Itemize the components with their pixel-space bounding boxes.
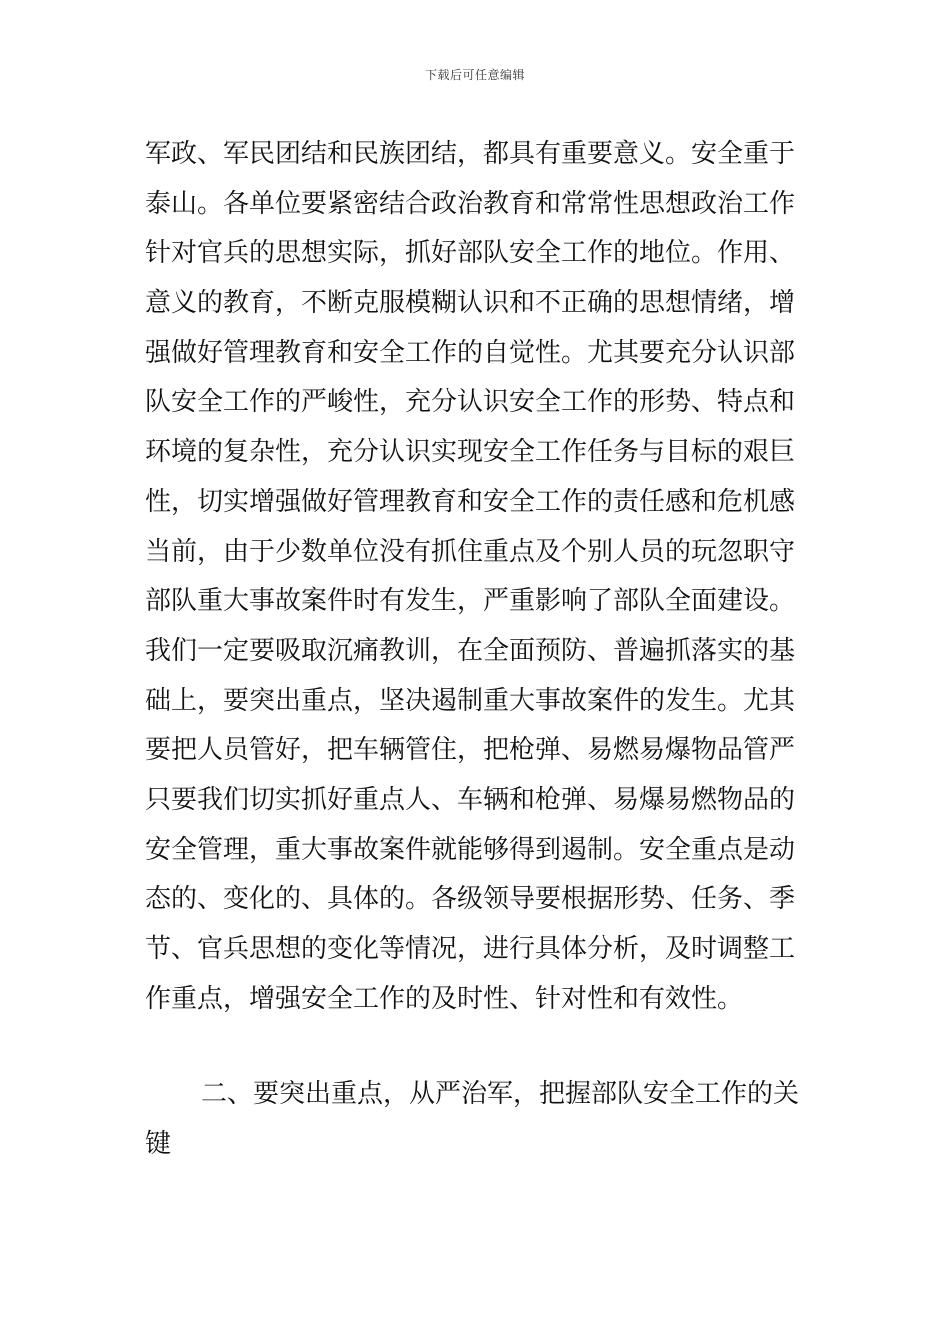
section-heading [145,1070,810,1169]
text-line: 作重点，增强安全工作的及时性、针对性和有效性。 [145,983,744,1014]
text-line: 部队重大事故案件时有发生，严重影响了部队全面建设。 [145,586,796,617]
text-line: 泰山。各单位要紧密结合政治教育和常常性思想政治工作 [145,188,796,219]
text-line: 只要我们切实抓好重点人、车辆和枪弹、易爆易燃物品的 [145,784,796,815]
section-heading-line: 二、要突出重点，从严治军，把握部队安全工作的关 [201,1079,800,1109]
text-line: 军政、军民团结和民族团结，都具有重要意义。安全重于 [145,139,796,169]
text-line: 要把人员管好，把车辆管住，把枪弹、易燃易爆物品管严 [145,735,796,766]
text-line: 当前，由于少数单位没有抓住重点及个别人员的玩忽职守 [145,536,796,567]
text-line: 意义的教育，不断克服模糊认识和不正确的思想情绪，增 [145,288,796,319]
body-paragraph [145,130,810,1024]
text-line: 性，切实增强做好管理教育和安全工作的责任感和危机感 [145,486,796,517]
text-line: 础上，要突出重点，坚决遏制重大事故案件的发生。尤其 [145,685,796,716]
text-line: 环境的复杂性，充分认识实现安全工作任务与目标的艰巨 [145,437,796,468]
text-line: 强做好管理教育和安全工作的自觉性。尤其要充分认识部 [145,337,796,368]
header-note: 下载后可任意编辑 [424,68,525,82]
text-line: 节、官兵思想的变化等情况，进行具体分析，及时调整工 [145,934,796,964]
text-line: 针对官兵的思想实际，抓好部队安全工作的地位。作用、 [145,238,796,269]
text-line: 态的、变化的、具体的。各级领导要根据形势、任务、季 [145,884,796,915]
text-line: 安全管理，重大事故案件就能够得到遏制。安全重点是动 [145,834,796,865]
text-line: 队安全工作的严峻性，充分认识安全工作的形势、特点和 [145,387,796,418]
section-heading-line: 键 [145,1128,172,1159]
text-line: 我们一定要吸取沉痛教训，在全面预防、普遍抓落实的基 [145,635,796,666]
